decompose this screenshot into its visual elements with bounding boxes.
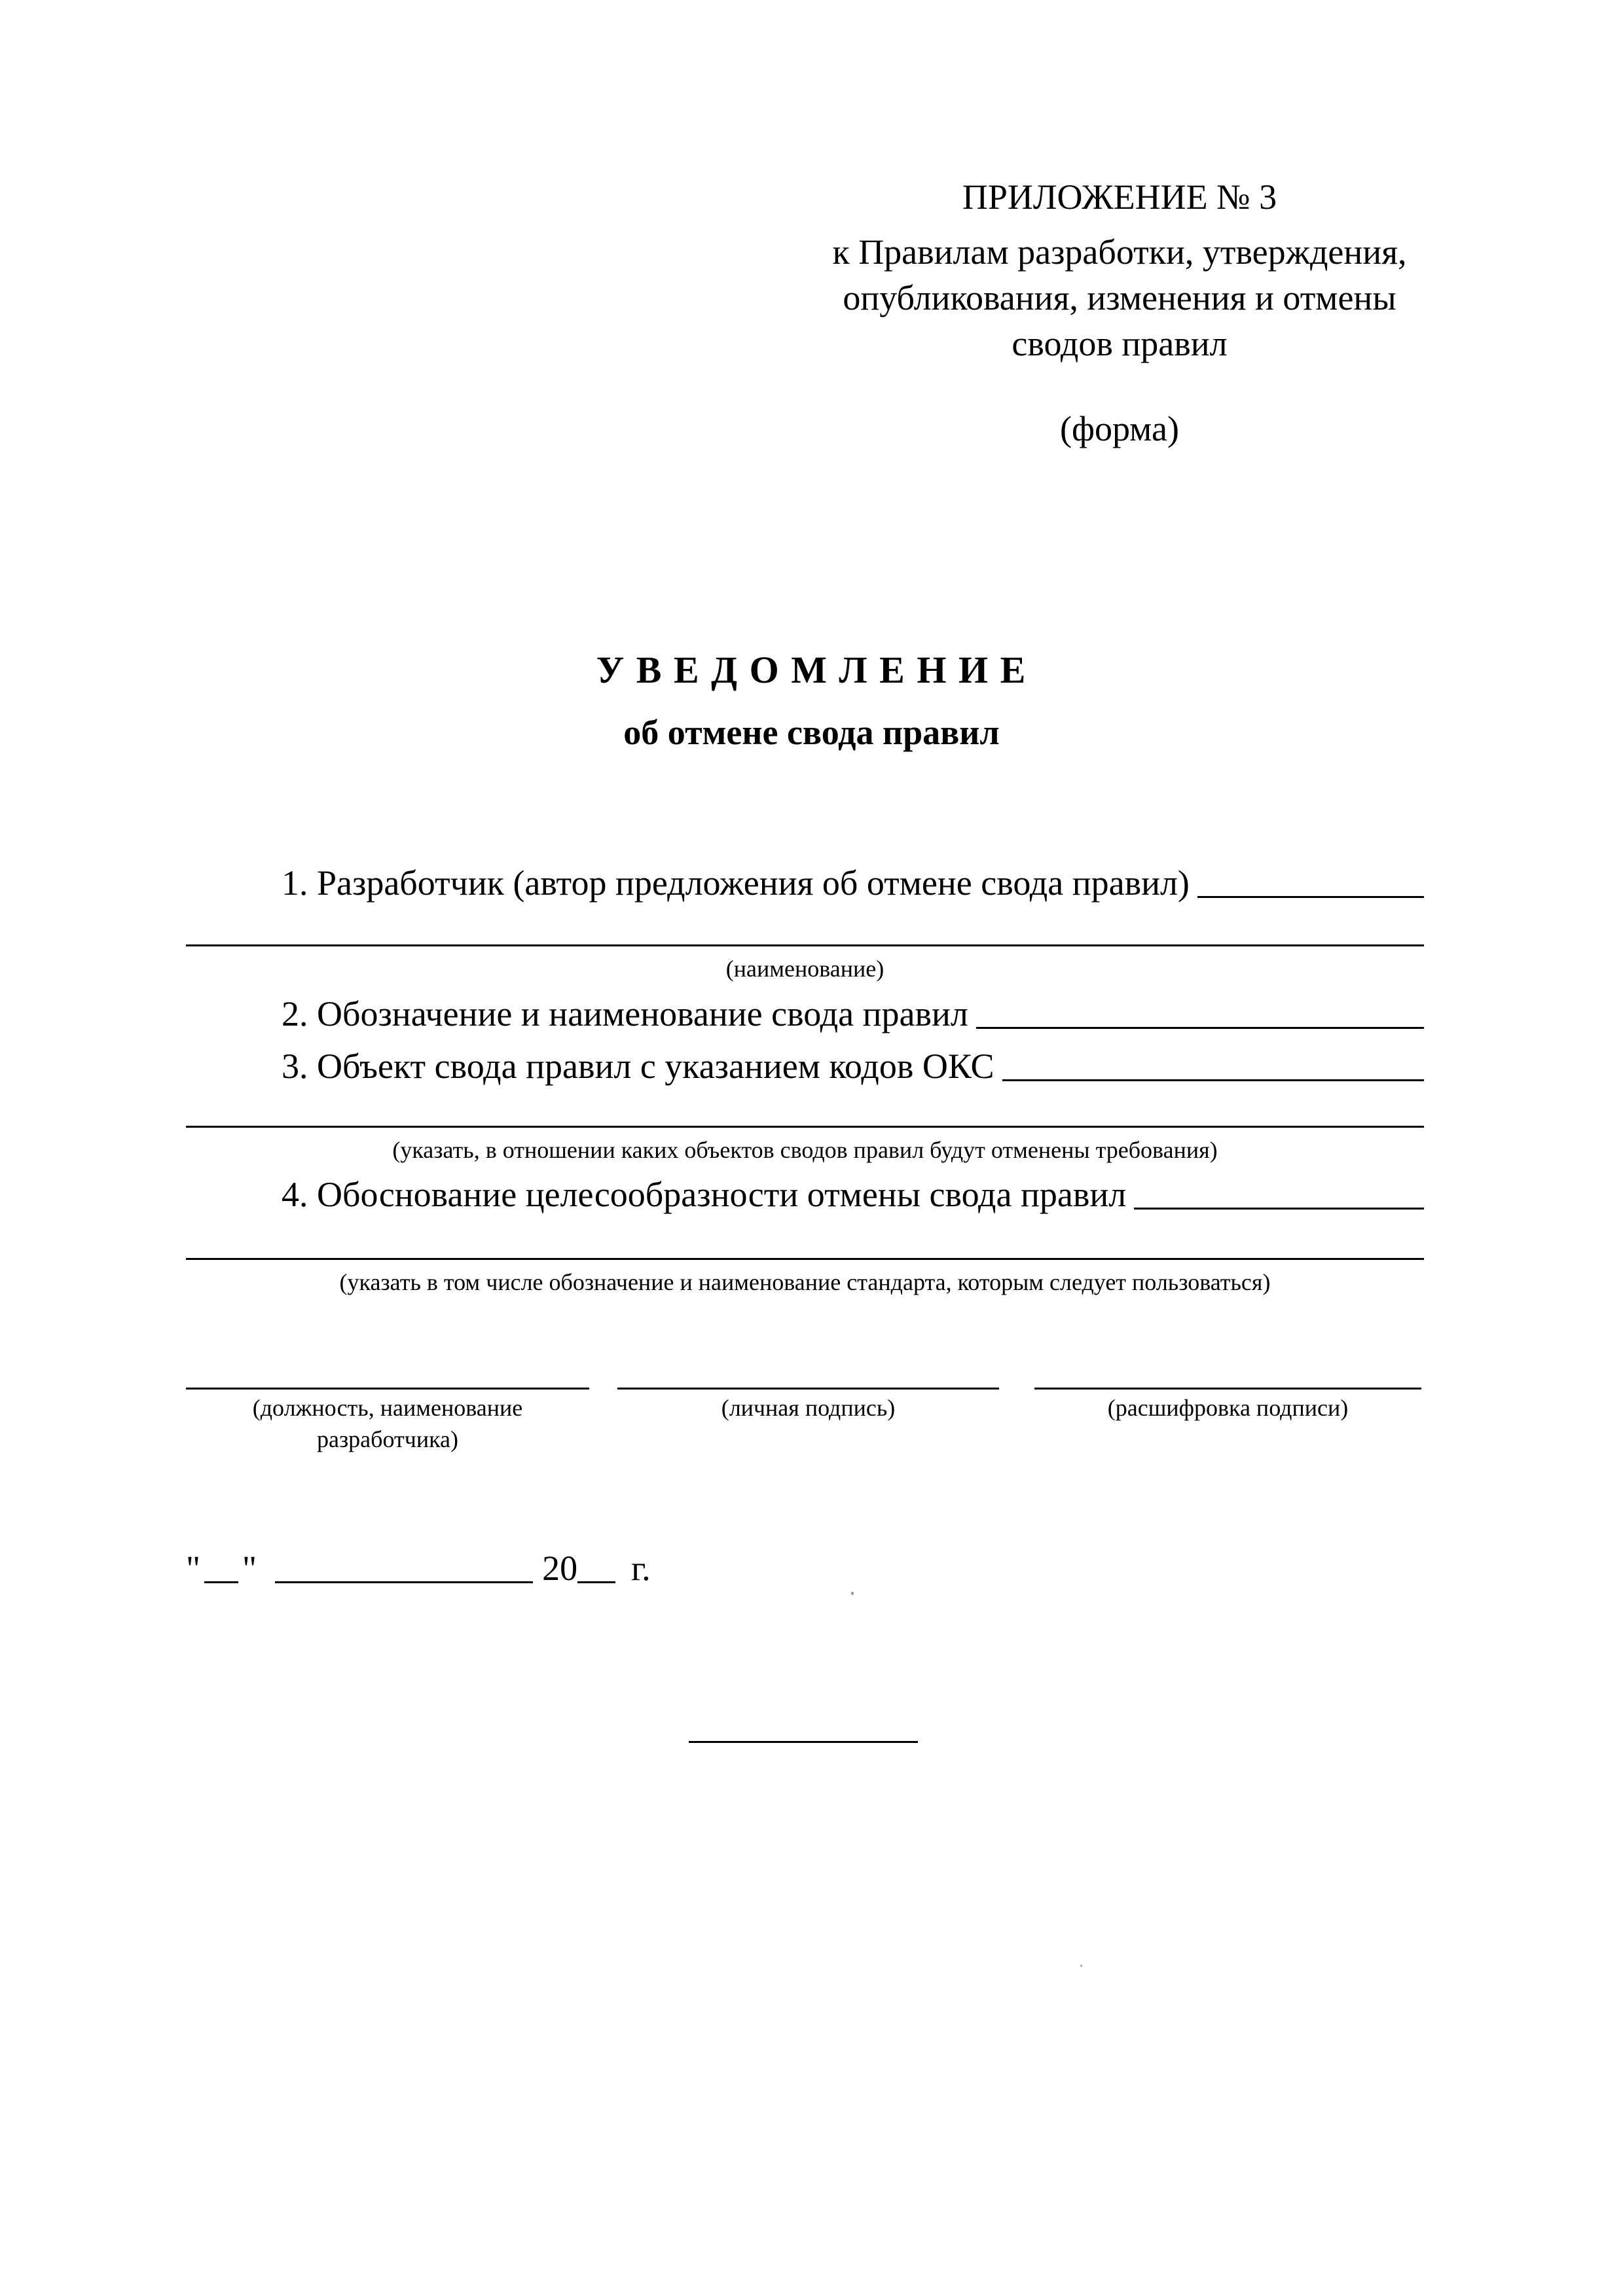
item-4-caption: (указать в том числе обозначение и наименование стандарта, которым следует пользоваться) <box>339 1269 1271 1295</box>
closing-separator-line <box>689 1741 918 1743</box>
appendix-line-2: опубликования, изменения и отмены <box>843 278 1396 317</box>
scan-speck <box>851 1592 854 1595</box>
date-month-blank[interactable] <box>275 1551 533 1583</box>
appendix-number: ПРИЛОЖЕНИЕ № 3 <box>962 177 1277 217</box>
item-2-label: 2. Обозначение и наименование свода правил <box>282 994 968 1033</box>
signature-decoding-caption: (расшифровка подписи) <box>1107 1395 1349 1421</box>
date-quote-close: " <box>242 1549 257 1588</box>
item-3-continuation-line[interactable] <box>186 1126 1424 1128</box>
signature-decoding-line[interactable] <box>1034 1388 1421 1390</box>
appendix-line-3: сводов правил <box>1012 324 1228 363</box>
date-year-suffix: г. <box>631 1549 651 1588</box>
date-line <box>186 1548 651 1588</box>
item-4-label: 4. Обоснование целесообразности отмены свода правил <box>282 1175 1127 1214</box>
item-3-row <box>282 1041 1424 1086</box>
position-caption <box>186 1392 589 1455</box>
item-1-row <box>282 857 1424 903</box>
item-3-caption: (указать, в отношении каких объектов сводов правил будут отменены требования) <box>392 1137 1218 1163</box>
date-year-blank[interactable] <box>577 1551 615 1583</box>
item-3-blank[interactable] <box>1002 1047 1424 1081</box>
position-caption-line-2: разработчика) <box>316 1426 459 1452</box>
item-4-continuation-line[interactable] <box>186 1258 1424 1260</box>
item-1-continuation-line[interactable] <box>186 944 1424 946</box>
document-title: У В Е Д О М Л Е Н И Е <box>596 649 1027 691</box>
scan-speck <box>1080 1965 1082 1967</box>
personal-signature-line[interactable] <box>617 1388 999 1390</box>
item-1-caption: (наименование) <box>725 956 884 982</box>
document-subtitle: об отмене свода правил <box>623 713 1000 752</box>
item-3-label: 3. Объект свода правил с указанием кодов ОКС <box>282 1047 994 1086</box>
item-4-blank[interactable] <box>1134 1175 1424 1210</box>
appendix-line-1: к Правилам разработки, утверждения, <box>832 232 1407 272</box>
date-year-prefix: 20 <box>542 1549 578 1588</box>
item-1-blank[interactable] <box>1197 863 1424 898</box>
personal-signature-caption: (личная подпись) <box>721 1395 896 1421</box>
form-note: (форма) <box>1060 409 1179 448</box>
position-signature-line[interactable] <box>186 1388 589 1390</box>
item-4-row <box>282 1169 1424 1215</box>
item-2-row <box>282 988 1424 1034</box>
position-caption-line-1: (должность, наименование <box>252 1395 523 1421</box>
date-quote-open: " <box>186 1549 201 1588</box>
item-1-label: 1. Разработчик (автор предложения об отмене свода правил) <box>282 863 1190 903</box>
date-day-blank[interactable] <box>204 1551 238 1583</box>
item-2-blank[interactable] <box>976 994 1424 1029</box>
